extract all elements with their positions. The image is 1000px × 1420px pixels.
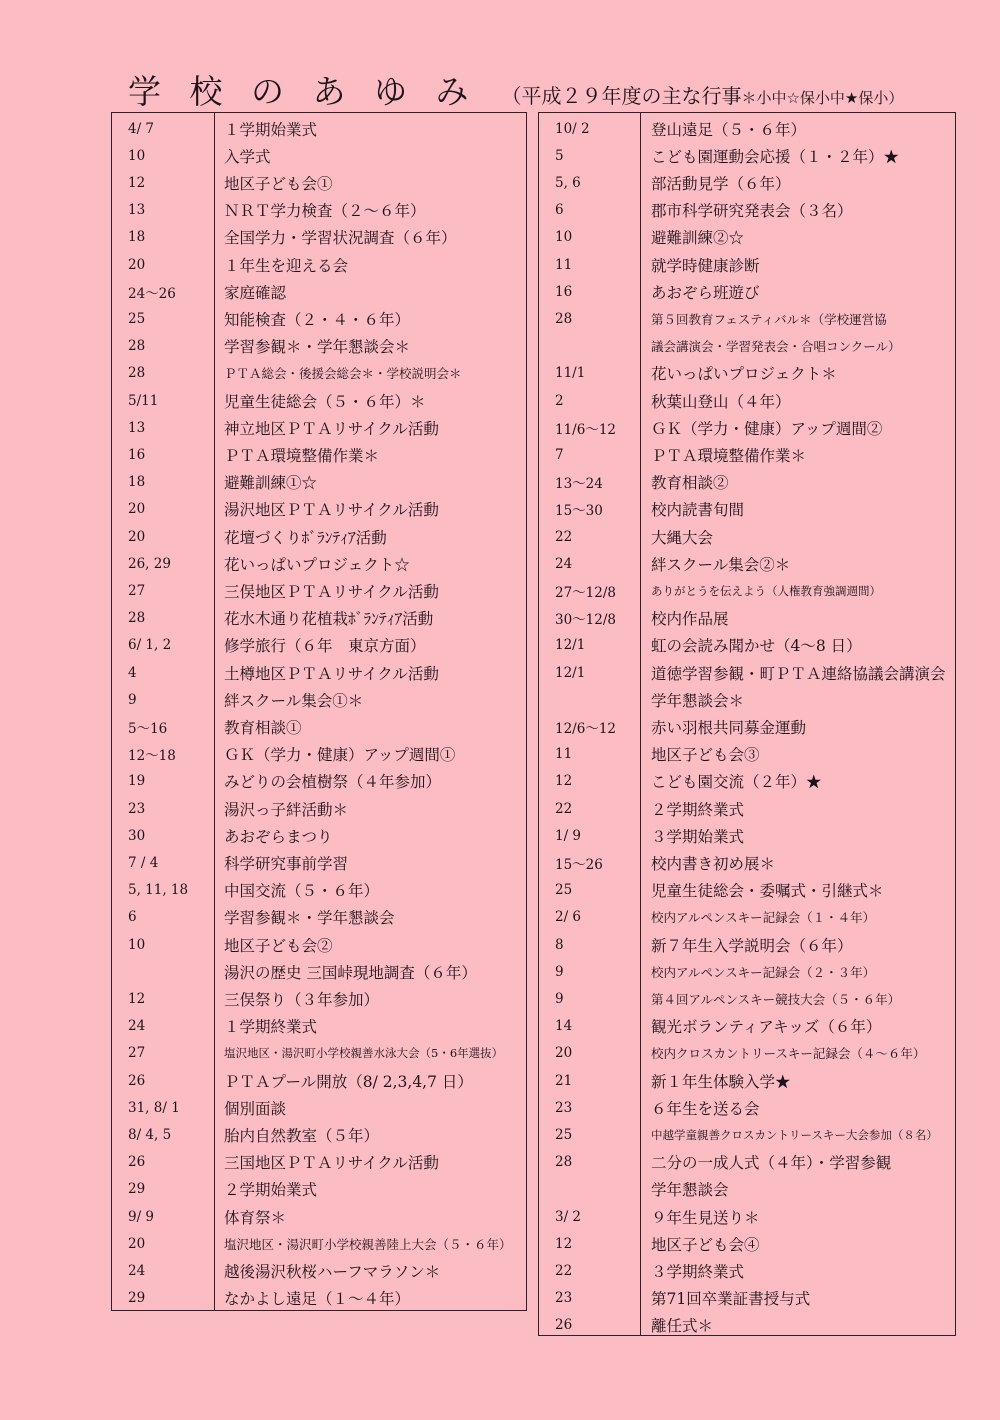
schedule-row (539, 1230, 955, 1257)
row-event: あおぞらまつり (224, 827, 333, 846)
row-date: 12～18 (128, 748, 176, 765)
schedule-table-left (111, 112, 527, 1311)
schedule-row (112, 496, 526, 523)
schedule-row (539, 904, 955, 931)
row-date: 5, 6 (555, 174, 581, 191)
schedule-row (112, 142, 526, 169)
row-event: 中国交流（５・６年） (224, 882, 380, 901)
row-event: 就学時健康診断 (651, 256, 760, 275)
row-event: 修学旅行（６年 東京方面） (224, 637, 426, 656)
row-event: 第５回教育フェスティバル＊（学校運営協 (651, 311, 887, 327)
row-event: ６年生を送る会 (651, 1099, 760, 1118)
row-date: 25 (555, 882, 573, 899)
row-event: 登山遠足（５・６年） (651, 120, 807, 139)
schedule-row (112, 333, 526, 360)
schedule-row (539, 632, 955, 659)
row-date: 5, 11, 18 (128, 882, 189, 899)
schedule-row (539, 1149, 955, 1176)
row-event: 二分の一成人式（４年）・学習参観 (651, 1154, 892, 1173)
row-date: 10 (128, 147, 146, 164)
row-date: 5 (555, 147, 564, 164)
schedule-row (112, 1257, 526, 1284)
row-event: 秋葉山登山（４年） (651, 392, 791, 411)
row-date: 12 (555, 1235, 573, 1252)
schedule-row (112, 169, 526, 196)
row-event: 絆スクール集会②＊ (651, 555, 791, 574)
row-event: 避難訓練①☆ (224, 474, 318, 493)
row-event: 虹の会読み聞かせ（4～8 日） (651, 637, 862, 656)
row-date: 29 (128, 1181, 146, 1198)
row-date: 28 (555, 310, 573, 327)
row-event: 知能検査（２・４・６年） (224, 310, 411, 329)
row-date: 27 (128, 582, 146, 599)
row-date: 10 (555, 229, 573, 246)
row-event: ３学期始業式 (651, 827, 745, 846)
symbol-legend: ＊小中☆保小中★保小） (741, 89, 904, 107)
schedule-row (112, 1040, 526, 1067)
row-date: 21 (555, 1072, 573, 1089)
row-date: 10/ 2 (555, 120, 590, 137)
row-date: 20 (128, 501, 146, 518)
schedule-row (539, 1176, 955, 1203)
row-event: 離任式＊ (651, 1317, 714, 1336)
schedule-row (112, 1230, 526, 1257)
row-date: 12/6～12 (555, 720, 616, 737)
row-date: 6 (555, 202, 564, 219)
page-header (128, 66, 988, 112)
row-date: 30 (128, 827, 146, 844)
row-date: 6 (128, 909, 137, 926)
row-event: 学年懇談会 (651, 1181, 729, 1200)
schedule-row (539, 197, 955, 224)
row-event: 塩沢地区・湯沢町小学校親善水泳大会（5・6年選抜） (224, 1046, 504, 1061)
row-event: なかよし遠足（１～４年） (224, 1290, 411, 1309)
row-date: 24 (555, 555, 573, 572)
schedule-row (112, 795, 526, 822)
schedule-row (112, 1067, 526, 1094)
schedule-row (112, 632, 526, 659)
row-date: 4 (128, 664, 137, 681)
row-event: 児童生徒総会（５・６年）＊ (224, 392, 426, 411)
row-event: 胎内自然教室（５年） (224, 1126, 380, 1145)
row-date: 12/1 (555, 637, 586, 654)
row-date: 2 (555, 392, 564, 409)
row-date: 13～24 (555, 476, 603, 493)
row-date: 19 (128, 773, 146, 790)
schedule-row (112, 1121, 526, 1148)
schedule-row (539, 1312, 955, 1339)
row-event: 教育相談② (651, 474, 729, 493)
row-event: こども園運動会応援（１・２年）★ (651, 147, 900, 166)
row-date: 22 (555, 528, 573, 545)
schedule-row (539, 1094, 955, 1121)
row-event: 越後湯沢秋桜ハーフマラソン＊ (224, 1262, 441, 1281)
schedule-row (539, 849, 955, 876)
row-event: 三俣祭り（３年参加） (224, 990, 380, 1009)
schedule-row (112, 686, 526, 713)
row-date: 11/6～12 (555, 421, 616, 438)
row-date: 25 (128, 310, 146, 327)
row-date: 11/1 (555, 365, 586, 382)
row-date: 6/ 1, 2 (128, 637, 172, 654)
row-event: 家庭確認 (224, 283, 287, 302)
schedule-row (112, 1176, 526, 1203)
row-event: 地区子ども会① (224, 174, 333, 193)
row-event: １年生を迎える会 (224, 256, 349, 275)
schedule-row (539, 577, 955, 604)
row-event: 校内アルペンスキー記録会（１・４年） (651, 910, 876, 926)
row-event: 体育祭＊ (224, 1208, 287, 1227)
row-event: 花いっぱいプロジェクト＊ (651, 365, 837, 384)
row-event: 科学研究事前学習 (224, 854, 349, 873)
row-date: 28 (128, 365, 146, 382)
row-event: 土樽地区ＰＴＡリサイクル活動 (224, 664, 439, 683)
row-date: 20 (555, 1045, 573, 1062)
row-date: 26 (555, 1317, 573, 1334)
row-event: 赤い羽根共同募金運動 (651, 718, 807, 737)
schedule-row (539, 877, 955, 904)
schedule-row (112, 278, 526, 305)
row-event: ３学期終業式 (651, 1262, 745, 1281)
row-date: 26, 29 (128, 555, 171, 572)
schedule-row (112, 605, 526, 632)
row-date: 13 (128, 202, 146, 219)
schedule-row (539, 305, 955, 332)
schedule-row (112, 441, 526, 468)
schedule-row (539, 224, 955, 251)
row-date: 22 (555, 800, 573, 817)
row-event: ２学期終業式 (651, 800, 745, 819)
schedule-row (112, 469, 526, 496)
schedule-row (112, 768, 526, 795)
row-date: 9 (555, 963, 564, 980)
row-date: 27～12/8 (555, 584, 616, 601)
row-event: 花いっぱいプロジェクト☆ (224, 555, 410, 574)
row-date: 28 (128, 610, 146, 627)
row-event: ２学期始業式 (224, 1181, 318, 1200)
schedule-row (112, 713, 526, 740)
row-event: 三俣地区ＰＴＡリサイクル活動 (224, 582, 439, 601)
row-date: 23 (555, 1099, 573, 1116)
schedule-row (539, 1285, 955, 1312)
row-event: 花水木通り花植栽ﾎﾞﾗﾝﾃｨｱ活動 (224, 610, 434, 629)
schedule-row (112, 1203, 526, 1230)
row-date: 9 (555, 990, 564, 1007)
row-event: 学習参観＊・学年懇談会 (224, 909, 395, 928)
schedule-row (112, 958, 526, 985)
row-event: 学年懇談会＊ (651, 691, 745, 710)
row-event: あおぞら班遊び (651, 283, 760, 302)
row-event: 第４回アルペンスキー競技大会（５・６年） (651, 991, 901, 1007)
schedule-row (539, 387, 955, 414)
row-event: 部活動見学（６年） (651, 174, 791, 193)
schedule-row (539, 985, 955, 1012)
row-event: 校内作品展 (651, 610, 729, 629)
row-date: 5～16 (128, 720, 168, 737)
row-event: ９年生見送り＊ (651, 1208, 760, 1227)
row-date: 8 (555, 936, 564, 953)
row-date: 23 (128, 800, 146, 817)
row-date: 23 (555, 1290, 573, 1307)
row-date: 15～30 (555, 503, 603, 520)
row-event: 大縄大会 (651, 528, 714, 547)
schedule-row (112, 197, 526, 224)
row-event: ＧＫ（学力・健康）アップ週間① (224, 746, 456, 765)
schedule-table-right (538, 112, 956, 1336)
row-event: １学期終業式 (224, 1018, 318, 1037)
schedule-row (539, 1203, 955, 1230)
schedule-row (112, 985, 526, 1012)
row-event: 中越学童親善クロスカントリースキー大会参加（８名） (651, 1127, 938, 1142)
schedule-row (539, 251, 955, 278)
row-event: 地区子ども会② (224, 936, 333, 955)
row-event: 第71回卒業証書授与式 (651, 1290, 811, 1309)
schedule-row (539, 605, 955, 632)
schedule-row (112, 224, 526, 251)
row-event: 湯沢の歴史 三国峠現地調査（６年） (224, 963, 477, 982)
schedule-row (112, 360, 526, 387)
row-date: 28 (128, 338, 146, 355)
row-date: 9 (128, 691, 137, 708)
row-event: 道徳学習参観・町ＰＴＡ連絡協議会講演会 (651, 664, 946, 683)
row-date: 20 (128, 528, 146, 545)
row-event: 議会講演会・学習発表会・合唱コンクール） (651, 339, 901, 355)
row-event: 入学式 (224, 147, 271, 166)
schedule-row (539, 278, 955, 305)
schedule-row (539, 958, 955, 985)
row-event: 湯沢地区ＰＴＡリサイクル活動 (224, 501, 439, 520)
row-event: 湯沢っ子絆活動＊ (224, 800, 349, 819)
row-date: 18 (128, 474, 146, 491)
schedule-row (112, 659, 526, 686)
row-date: 8/ 4, 5 (128, 1126, 172, 1143)
schedule-row (539, 441, 955, 468)
row-date: 22 (555, 1262, 573, 1279)
row-date: 30～12/8 (555, 612, 616, 629)
row-date: 3/ 2 (555, 1208, 582, 1225)
row-event: 学習参観＊・学年懇談会＊ (224, 338, 411, 357)
row-date: 26 (128, 1154, 146, 1171)
schedule-row (539, 1257, 955, 1284)
row-event: 避難訓練②☆ (651, 229, 745, 248)
schedule-row (539, 1067, 955, 1094)
row-event: ＰＴＡ環境整備作業＊ (224, 446, 380, 465)
schedule-row (112, 931, 526, 958)
schedule-row (539, 931, 955, 958)
schedule-row (539, 523, 955, 550)
schedule-row (539, 713, 955, 740)
row-event: 観光ボランティアキッズ（６年） (651, 1018, 882, 1037)
row-date: 12/1 (555, 664, 586, 681)
schedule-row (539, 768, 955, 795)
schedule-row (112, 414, 526, 441)
row-date: 29 (128, 1290, 146, 1307)
schedule-row (539, 795, 955, 822)
row-date: 15～26 (555, 856, 603, 873)
row-date: 24 (128, 1018, 146, 1035)
row-event: こども園交流（２年）★ (651, 773, 822, 792)
row-event: １学期始業式 (224, 120, 318, 139)
row-event: 全国学力・学習状況調査（６年） (224, 229, 457, 248)
schedule-row (539, 741, 955, 768)
row-event: ありがとうを伝えよう（人権教育強調週間） (651, 583, 881, 598)
row-date: 18 (128, 229, 146, 246)
schedule-row (112, 1013, 526, 1040)
schedule-row (539, 550, 955, 577)
schedule-row (112, 849, 526, 876)
schedule-row (539, 115, 955, 142)
row-event: 新７年生入学説明会（６年） (651, 936, 853, 955)
row-date: 28 (555, 1154, 573, 1171)
schedule-row (539, 142, 955, 169)
row-event: 児童生徒総会・委嘱式・引継式＊ (651, 882, 884, 901)
row-event: 校内アルペンスキー記録会（２・３年） (651, 964, 876, 980)
row-event: 教育相談① (224, 718, 302, 737)
row-event: 花壇づくりﾎﾞﾗﾝﾃｨｱ活動 (224, 528, 387, 547)
row-date: 4/ 7 (128, 120, 155, 137)
row-event: 絆スクール集会①＊ (224, 691, 364, 710)
row-date: 20 (128, 256, 146, 273)
row-date: 25 (555, 1126, 573, 1143)
row-date: 7 (555, 446, 564, 463)
row-event: 校内書き初め展＊ (651, 854, 776, 873)
row-event: 校内クロスカントリースキー記録会（４～６年） (651, 1046, 926, 1062)
schedule-row (112, 305, 526, 332)
row-date: 1/ 9 (555, 827, 582, 844)
schedule-row (539, 1040, 955, 1067)
schedule-row (539, 414, 955, 441)
row-date: 13 (128, 419, 146, 436)
schedule-row (112, 523, 526, 550)
schedule-row (539, 659, 955, 686)
row-date: 9/ 9 (128, 1208, 155, 1225)
schedule-row (112, 577, 526, 604)
row-event: 新１年生体験入学★ (651, 1072, 791, 1091)
row-date: 12 (128, 990, 146, 1007)
row-event: 神立地区ＰＴＡリサイクル活動 (224, 419, 439, 438)
schedule-row (112, 1285, 526, 1312)
schedule-row (539, 822, 955, 849)
row-event: 地区子ども会④ (651, 1235, 760, 1254)
row-date: 27 (128, 1045, 146, 1062)
row-event: ＰＴＡ環境整備作業＊ (651, 446, 807, 465)
row-event: 塩沢地区・湯沢町小学校親善陸上大会（５・６年） (224, 1236, 512, 1252)
schedule-row (539, 169, 955, 196)
schedule-row (112, 251, 526, 278)
schedule-row (112, 904, 526, 931)
row-date: 11 (555, 256, 573, 273)
row-date: 2/ 6 (555, 909, 582, 926)
row-date: 16 (555, 283, 573, 300)
row-date: 10 (128, 936, 146, 953)
row-date: 24～26 (128, 285, 176, 302)
row-date: 31, 8/ 1 (128, 1099, 180, 1116)
row-event: ＧＫ（学力・健康）アップ週間② (651, 419, 883, 438)
schedule-row (112, 741, 526, 768)
row-event: 三国地区ＰＴＡリサイクル活動 (224, 1154, 439, 1173)
row-event: みどりの会植樹祭（４年参加） (224, 773, 442, 792)
row-date: 20 (128, 1235, 146, 1252)
schedule-row (539, 496, 955, 523)
row-event: 地区子ども会③ (651, 746, 760, 765)
row-date: 7 / 4 (128, 854, 159, 871)
row-date: 12 (128, 174, 146, 191)
schedule-row (539, 1121, 955, 1148)
schedule-row (539, 469, 955, 496)
page-title: 学 校 の あ ゆ み (128, 72, 478, 111)
schedule-row (112, 1149, 526, 1176)
schedule-row (112, 1094, 526, 1121)
row-date: 5/11 (128, 392, 159, 409)
row-date: 26 (128, 1072, 146, 1089)
row-event: 校内読書旬間 (651, 501, 745, 520)
row-date: 12 (555, 773, 573, 790)
row-event: ＰＴＡ総会・後援会総会＊・学校説明会＊ (224, 366, 462, 382)
row-date: 16 (128, 446, 146, 463)
row-date: 24 (128, 1262, 146, 1279)
row-event: 個別面談 (224, 1099, 287, 1118)
schedule-row (539, 333, 955, 360)
page-subtitle: （平成２９年度の主な行事 (501, 84, 742, 108)
schedule-row (539, 360, 955, 387)
row-event: 郡市科学研究発表会（３名） (651, 202, 853, 221)
schedule-row (112, 115, 526, 142)
schedule-row (539, 1013, 955, 1040)
schedule-row (112, 550, 526, 577)
schedule-row (112, 387, 526, 414)
schedule-row (539, 686, 955, 713)
schedule-row (112, 877, 526, 904)
schedule-row (112, 822, 526, 849)
row-date: 14 (555, 1018, 573, 1035)
row-event: ＰＴＡプール開放（8/ 2,3,4,7 日） (224, 1072, 473, 1091)
row-event: ＮＲＴ学力検査（２～６年） (224, 202, 426, 221)
row-date: 11 (555, 746, 573, 763)
